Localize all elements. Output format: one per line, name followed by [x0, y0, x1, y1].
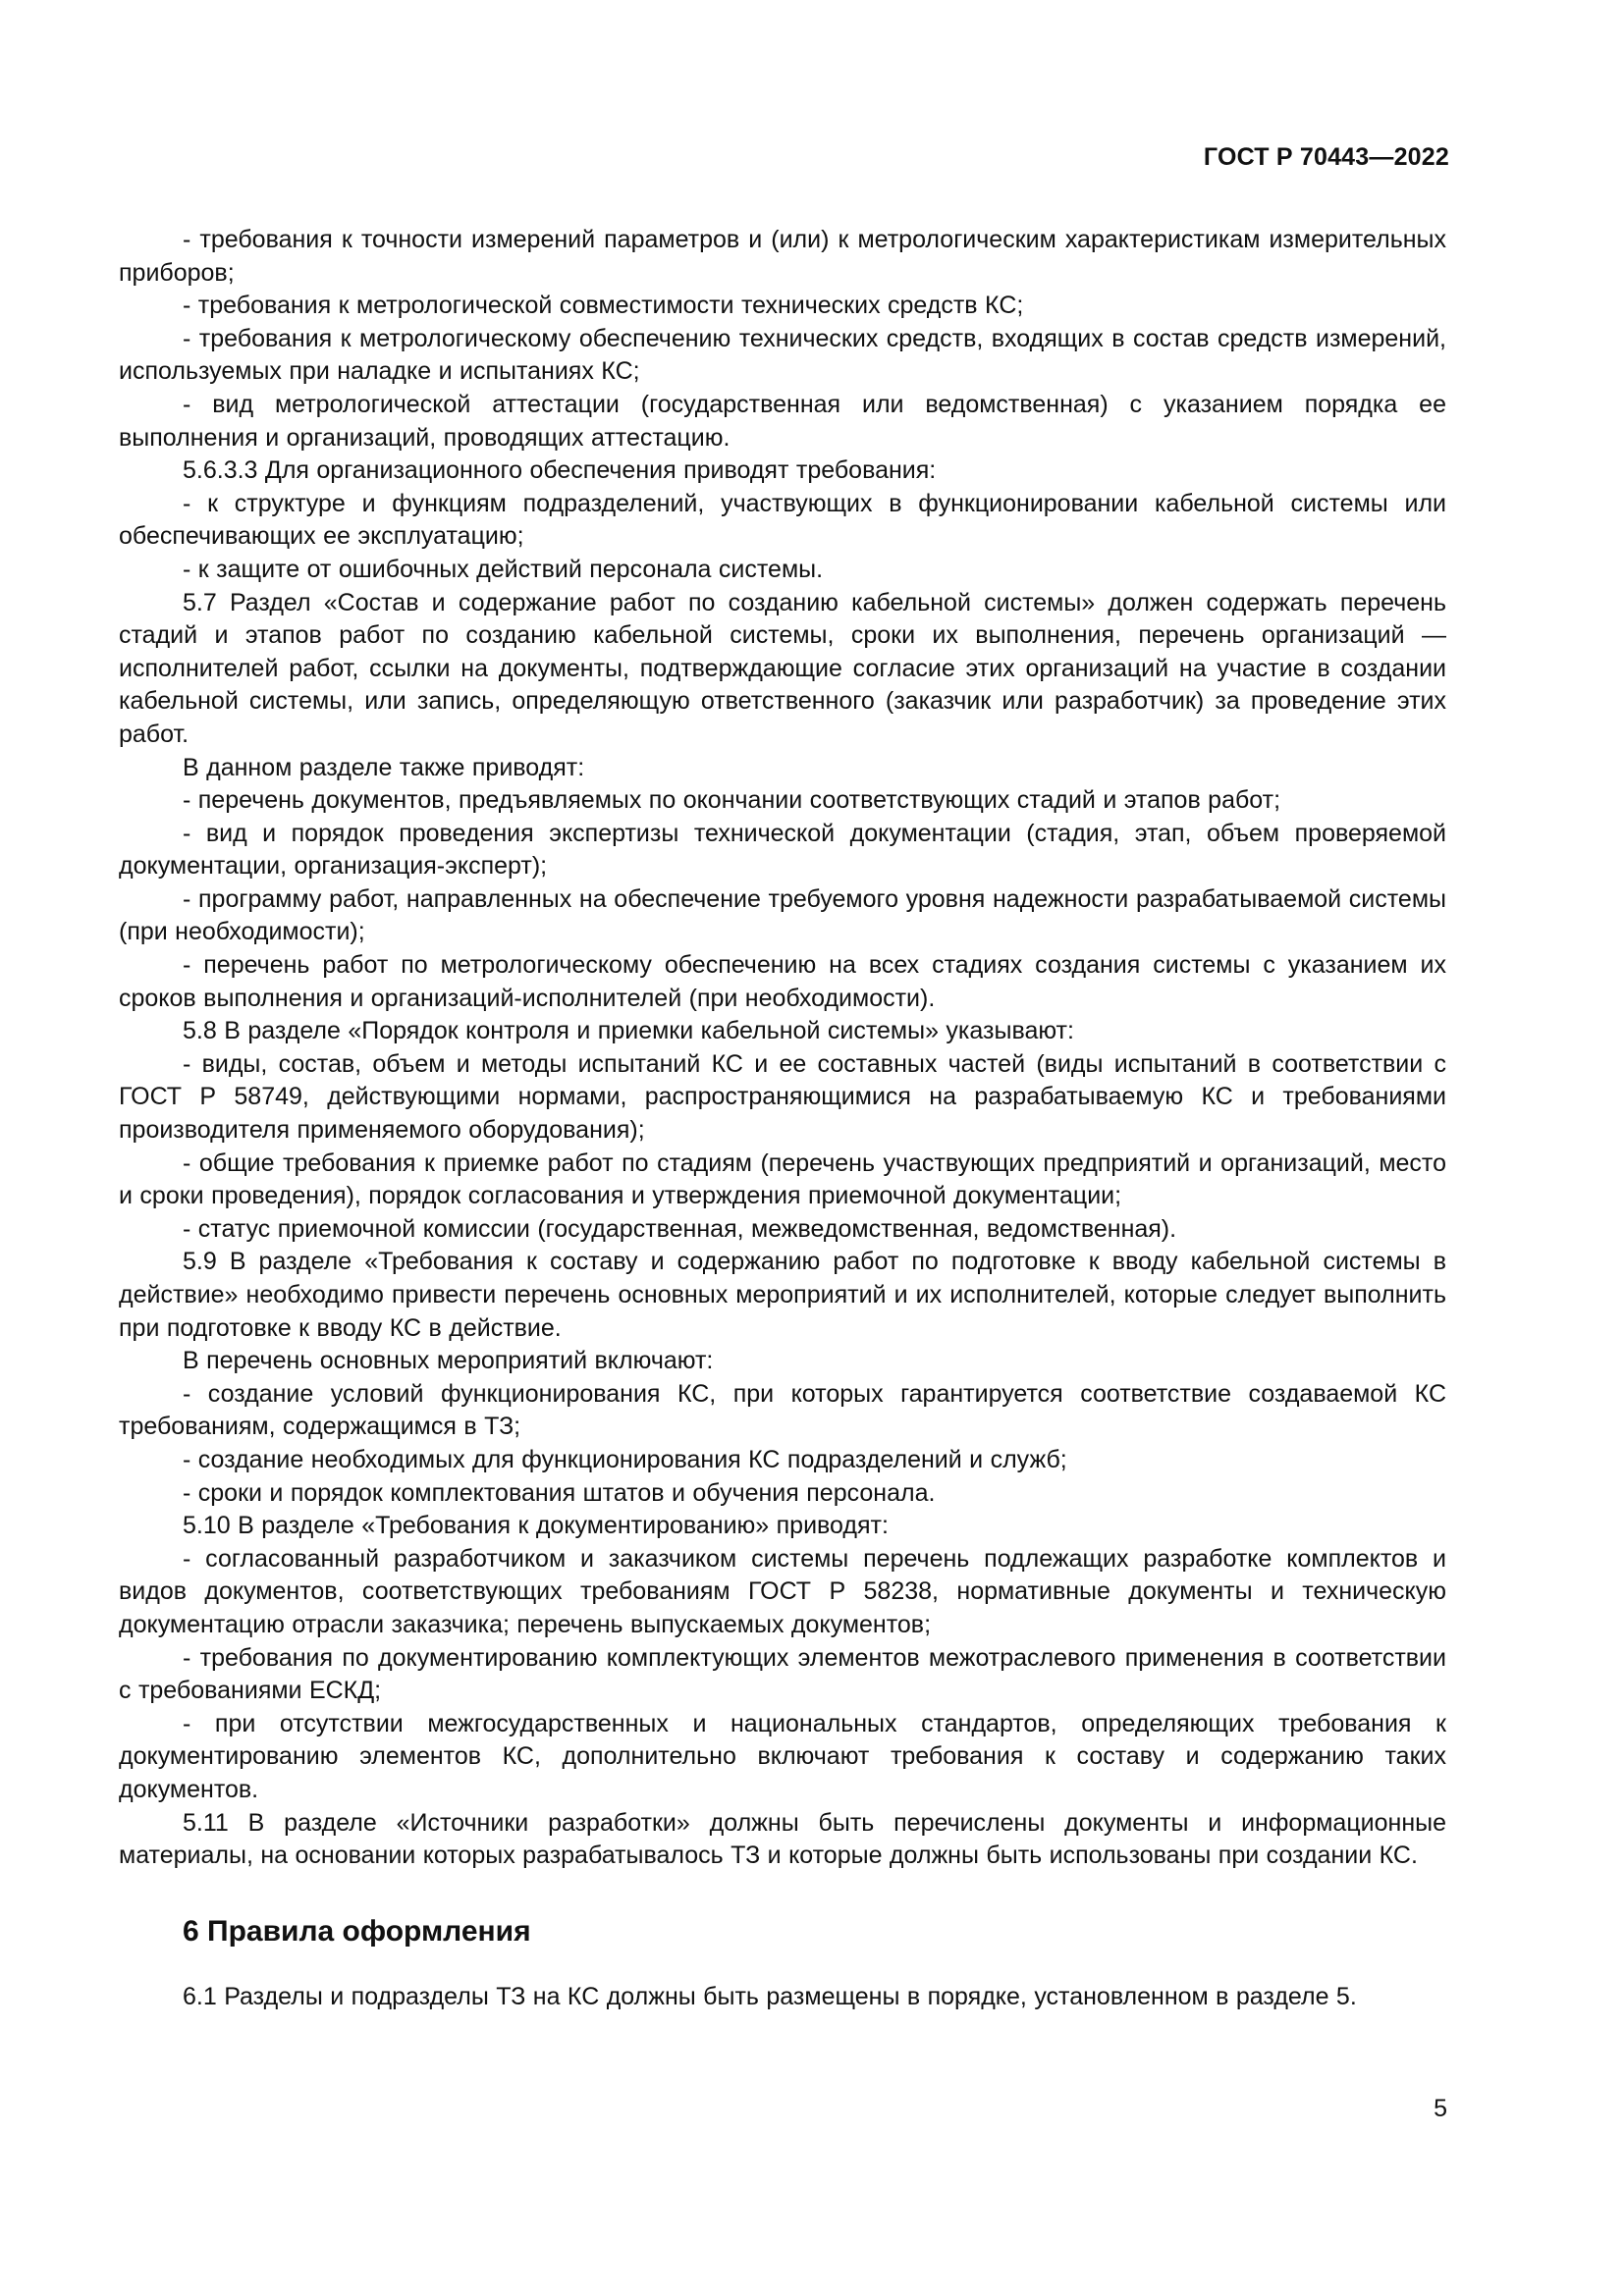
- paragraph: В перечень основных мероприятий включают:: [183, 1347, 714, 1375]
- page-number: 5: [1434, 2095, 1447, 2122]
- paragraph: - вид и порядок проведения экспертизы технической документации (стадия, этап, объем проверяемой документации, организация-эксперт);: [119, 819, 1446, 881]
- paragraph: - требования по документированию комплектующих элементов межотраслевого применения в соответствии с требованиями ЕСКД;: [119, 1643, 1446, 1705]
- paragraph: - перечень документов, предъявляемых по окончании соответствующих стадий и этапов работ;: [183, 786, 1281, 815]
- paragraph: 5.7 Раздел «Состав и содержание работ по созданию кабельной системы» должен содержать перечень стадий и этапов работ по созданию кабельной системы, сроки их выполнения, перечень организаций — исполнителей работ, ссылки на документы, подтверждающие согласие этих организаций на участие в создании кабельной системы, или запись, определяющую ответственного (заказчик или разработчик) за проведение этих работ.: [119, 588, 1446, 748]
- paragraph: - создание необходимых для функционирования КС подразделений и служб;: [183, 1445, 1067, 1473]
- paragraph: В данном разделе также приводят:: [183, 753, 585, 781]
- paragraph: - программу работ, направленных на обеспечение требуемого уровня надежности разрабатываемой системы (при необходимости);: [119, 884, 1446, 946]
- paragraph: - сроки и порядок комплектования штатов и обучения персонала.: [183, 1478, 936, 1507]
- document-body: [119, 224, 1446, 2013]
- paragraph: 5.10 В разделе «Требования к документированию» приводят:: [183, 1512, 889, 1540]
- paragraph: - к структуре и функциям подразделений, участвующих в функционировании кабельной системы или обеспечивающих ее эксплуатацию;: [119, 489, 1446, 551]
- paragraph: - общие требования к приемке работ по стадиям (перечень участвующих предприятий и организаций, место и сроки проведения), порядок согласования и утверждения приемочной документации;: [119, 1148, 1446, 1210]
- paragraph: - к защите от ошибочных действий персонала системы.: [183, 555, 824, 583]
- paragraph: - требования к метрологическому обеспечению технических средств, входящих в состав средств измерений, используемых при наладке и испытаниях КС;: [119, 324, 1446, 386]
- paragraph: - требования к метрологической совместимости технических средств КС;: [183, 292, 1024, 320]
- paragraph: 6.1 Разделы и подразделы ТЗ на КС должны быть размещены в порядке, установленном в разделе 5.: [183, 1982, 1357, 2010]
- paragraph: 5.6.3.3 Для организационного обеспечения приводят требования:: [183, 456, 937, 485]
- paragraph: - статус приемочной комиссии (государственная, межведомственная, ведомственная).: [183, 1214, 1177, 1243]
- paragraph: - перечень работ по метрологическому обеспечению на всех стадиях создания системы с указанием их сроков выполнения и организаций-исполнителей (при необходимости).: [119, 951, 1446, 1012]
- paragraph: - виды, состав, объем и методы испытаний КС и ее составных частей (виды испытаний в соответствии с ГОСТ Р 58749, действующими нормами, распространяющимися на разрабатываемую КС и требованиями производителя применяемого оборудования);: [119, 1049, 1446, 1145]
- section-heading: 6 Правила оформления: [183, 1914, 531, 1948]
- paragraph: - согласованный разработчиком и заказчиком системы перечень подлежащих разработке комплектов и видов документов, соответствующих требованиям ГОСТ Р 58238, нормативные документы и техническую документацию отрасли заказчика; перечень выпускаемых документов;: [119, 1544, 1446, 1638]
- paragraph: - при отсутствии межгосударственных и национальных стандартов, определяющих требования к документированию элементов КС, дополнительно включают требования к составу и содержанию таких документов.: [119, 1709, 1446, 1803]
- standard-designation: ГОСТ Р 70443—2022: [1203, 143, 1449, 171]
- paragraph: 5.8 В разделе «Порядок контроля и приемки кабельной системы» указывают:: [183, 1017, 1074, 1045]
- paragraph: - требования к точности измерений параметров и (или) к метрологическим характеристикам измерительных приборов;: [119, 226, 1446, 287]
- paragraph: - вид метрологической аттестации (государственная или ведомственная) с указанием порядка ее выполнения и организаций, проводящих аттестацию.: [119, 390, 1446, 452]
- paragraph: 5.11 В разделе «Источники разработки» должны быть перечислены документы и информационные материалы, на основании которых разрабатывалось ТЗ и которые должны быть использованы при создании КС.: [119, 1808, 1446, 1870]
- paragraph: 5.9 В разделе «Требования к составу и содержанию работ по подготовке к вводу кабельной системы в действие» необходимо привести перечень основных мероприятий и их исполнителей, которые следует выполнить при подготовке к вводу КС в действие.: [119, 1248, 1446, 1342]
- paragraph: - создание условий функционирования КС, при которых гарантируется соответствие создаваемой КС требованиям, содержащимся в ТЗ;: [119, 1379, 1446, 1441]
